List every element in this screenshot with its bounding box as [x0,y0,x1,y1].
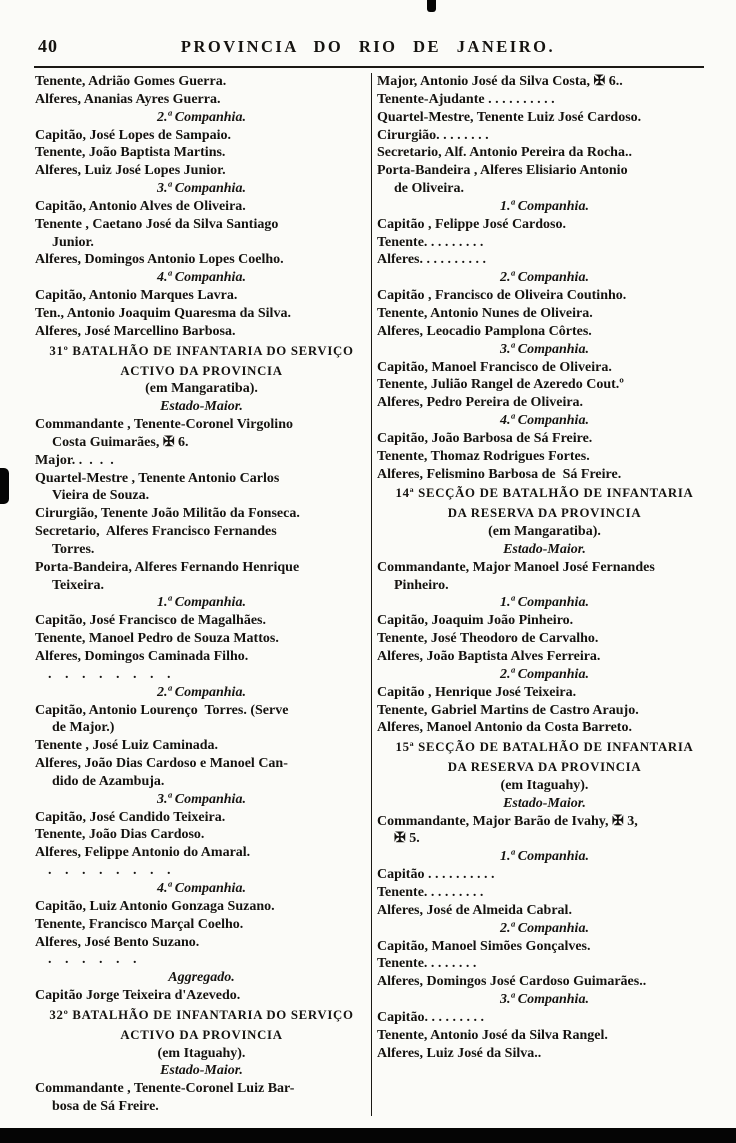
text-line: 1.ª Companhia. [500,849,589,865]
text-line: Tenente, Thomaz Rodrigues Fortes. [377,448,590,464]
text-line: Cirurgião. . . . . . . . [377,127,489,143]
text-line: Capitão, Luiz Antonio Gonzaga Suzano. [35,898,275,914]
text-line: 4.ª Companhia. [500,413,589,429]
text-line: Capitão, Antonio Marques Lavra. [35,288,238,304]
text-line: Capitão , Francisco de Oliveira Coutinho. [377,288,627,304]
text-line: Capitão , Henrique José Teixeira. [377,684,577,700]
text-line: Alferes, Domingos José Cardoso Guimarães.. [377,974,647,990]
text-line: Capitão, Joaquim João Pinheiro. [377,613,574,629]
text-line: Torres. [52,541,95,557]
text-line: Capitão. . . . . . . . . [377,1009,484,1025]
text-line: Capitão , Felippe José Cardoso. [377,216,566,232]
text-line: 3.ª Companhia. [500,341,589,357]
text-line: Commandante, Major Barão de Ivahy, ✠ 3, [377,813,638,829]
scan-artifact-left-edge [0,468,9,504]
text-line: 1.ª Companhia. [157,595,246,611]
text-line: Tenente, Francisco Marçal Coelho. [35,916,244,932]
text-line: Tenente, João Dias Cardoso. [35,827,205,843]
text-line: 2.ª Companhia. [500,666,589,682]
text-line: 2.ª Companhia. [157,109,246,125]
text-line: Alferes. . . . . . . . . . [377,252,486,268]
text-line: Capitão . . . . . . . . . . [377,867,495,883]
text-line: Tenente , José Luiz Caminada. [35,738,219,754]
text-line: Alferes, Felismino Barbosa de Sá Freire. [377,466,622,482]
text-line: Tenente, José Theodoro de Carvalho. [377,631,599,647]
text-line: Commandante , Tenente-Coronel Virgolino [35,417,293,433]
text-line: Alferes, Ananias Ayres Guerra. [35,91,221,107]
text-line: Alferes, José de Almeida Cabral. [377,902,572,918]
text-line: Pinheiro. [394,577,449,593]
text-line: Tenente. . . . . . . . [377,956,477,972]
page-number: 40 [38,36,58,56]
text-line: Costa Guimarães, ✠ 6. [52,434,189,450]
text-line: . . . . . . . . [48,666,176,682]
text-line: Tenente. . . . . . . . . [377,884,484,900]
text-line: 1.ª Companhia. [500,595,589,611]
text-line: 4.ª Companhia. [157,270,246,286]
text-line: Porta-Bandeira, Alferes Fernando Henrique [35,559,300,575]
text-line: Quartel-Mestre, Tenente Luiz José Cardoso. [377,109,642,125]
text-line: 3.ª Companhia. [157,791,246,807]
text-line: Capitão, José Candido Teixeira. [35,809,226,825]
text-line: Alferes, Leocadio Pamplona Côrtes. [377,323,592,339]
text-line: Alferes, João Baptista Alves Ferreira. [377,649,601,664]
text-line: ACTIVO DA PROVINCIA [120,1027,283,1042]
text-line: Major, Antonio José da Silva Costa, ✠ 6.. [377,74,623,89]
text-line: 2.ª Companhia. [157,684,246,700]
text-line: Major. . . . . [35,452,114,468]
text-line: Tenente, Gabriel Martins de Castro Araujo. [377,702,639,718]
page-header [0,34,736,64]
text-line: DA RESERVA DA PROVINCIA [447,506,642,521]
text-line: 15ª SECÇÃO DE BATALHÃO DE INFANTARIA [395,740,694,755]
text-line: Commandante, Major Manoel José Fernandes [377,559,655,575]
text-line: 3.ª Companhia. [500,992,589,1008]
two-column-layout [35,73,712,1116]
text-line: bosa de Sá Freire. [52,1099,159,1115]
text-line: Capitão, Manoel Simões Gonçalves. [377,938,591,954]
text-line: Alferes, José Marcellino Barbosa. [35,323,236,339]
text-line: Alferes, Domingos Caminada Filho. [35,649,249,664]
text-line: (em Itaguahy). [157,1045,246,1061]
text-line: Estado-Maior. [503,541,586,557]
text-line: Tenente, Julião Rangel de Azeredo Cout.º [377,377,624,393]
text-line: Alferes, José Bento Suzano. [35,934,200,950]
text-line: Ten., Antonio Joaquim Quaresma da Silva. [35,305,291,321]
text-line: de Oliveira. [394,181,464,197]
text-line: Tenente-Ajudante . . . . . . . . . . [377,91,555,107]
text-line: Estado-Maior. [160,1063,243,1079]
text-line: Alferes, Felippe Antonio do Amaral. [35,845,251,861]
text-line: Alferes, João Dias Cardoso e Manoel Can- [35,756,288,772]
left-column [35,73,372,1116]
text-line: . . . . . . . . [48,863,176,879]
text-line: Capitão, José Lopes de Sampaio. [35,127,232,143]
text-line: Tenente , Caetano José da Silva Santiago [35,216,279,232]
text-line: 1.ª Companhia. [500,198,589,214]
text-line: Alferes, Luiz José da Silva.. [377,1045,542,1061]
text-line: Tenente, João Baptista Martins. [35,145,226,161]
text-line: Alferes, Pedro Pereira de Oliveira. [377,395,584,411]
text-line: Cirurgião, Tenente João Militão da Fonseca. [35,506,300,522]
text-line: Teixeira. [52,577,104,593]
text-line: de Major.) [52,720,115,736]
text-line: (em Mangaratiba). [488,524,601,540]
text-line: Capitão, José Francisco de Magalhães. [35,613,266,629]
text-line: Capitão, Antonio Alves de Oliveira. [35,198,246,214]
text-line: Alferes, Luiz José Lopes Junior. [35,163,226,179]
text-line: 31º BATALHÃO DE INFANTARIA DO SERVIÇO [49,343,354,358]
text-line: 2.ª Companhia. [500,270,589,286]
text-line: Tenente, Manoel Pedro de Souza Mattos. [35,631,279,647]
text-line: Aggregado. [168,970,235,986]
text-line: Tenente, Antonio José da Silva Rangel. [377,1027,608,1043]
text-line: Secretario, Alferes Francisco Fernandes [35,524,277,540]
text-line: Capitão, Antonio Lourenço Torres. (Serve [35,702,289,718]
text-line: Commandante , Tenente-Coronel Luiz Bar- [35,1081,295,1097]
text-line: Alferes, Domingos Antonio Lopes Coelho. [35,252,284,268]
text-line: Estado-Maior. [503,795,586,811]
text-line: 4.ª Companhia. [157,880,246,896]
text-line: Vieira de Souza. [52,488,150,504]
text-line: (em Mangaratiba). [145,381,258,397]
scan-artifact-top [427,0,436,12]
text-line: Capitão Jorge Teixeira d'Azevedo. [35,988,241,1004]
text-line: 3.ª Companhia. [157,181,246,197]
text-line: . . . . . . [48,952,142,968]
right-column [372,73,712,1116]
text-line: Tenente, Adrião Gomes Guerra. [35,74,227,89]
text-line: Porta-Bandeira , Alferes Elisiario Antonio [377,163,628,179]
text-line: Junior. [52,234,94,250]
text-line: Tenente. . . . . . . . . [377,234,484,250]
text-line: Capitão, João Barbosa de Sá Freire. [377,430,593,446]
text-line: dido de Azambuja. [52,773,165,789]
page-title: PROVINCIA DO RIO DE JANEIRO. [180,37,556,56]
text-line: Quartel-Mestre , Tenente Antonio Carlos [35,470,280,486]
text-line: Capitão, Manoel Francisco de Oliveira. [377,359,612,375]
text-line: Tenente, Antonio Nunes de Oliveira. [377,305,593,321]
text-line: 32º BATALHÃO DE INFANTARIA DO SERVIÇO [49,1007,354,1022]
text-line: 14ª SECÇÃO DE BATALHÃO DE INFANTARIA [395,486,694,501]
text-line: 2.ª Companhia. [500,920,589,936]
scan-artifact-bottom-bar [0,1128,736,1143]
text-line: (em Itaguahy). [500,777,589,793]
text-line: Secretario, Alf. Antonio Pereira da Rocha.. [377,145,632,161]
text-line: ACTIVO DA PROVINCIA [120,363,283,378]
header-rule [34,66,704,68]
text-line: Alferes, Manoel Antonio da Costa Barreto. [377,720,632,736]
text-line: Estado-Maior. [160,399,243,415]
text-line: DA RESERVA DA PROVINCIA [447,760,642,775]
text-line: ✠ 5. [394,831,420,847]
